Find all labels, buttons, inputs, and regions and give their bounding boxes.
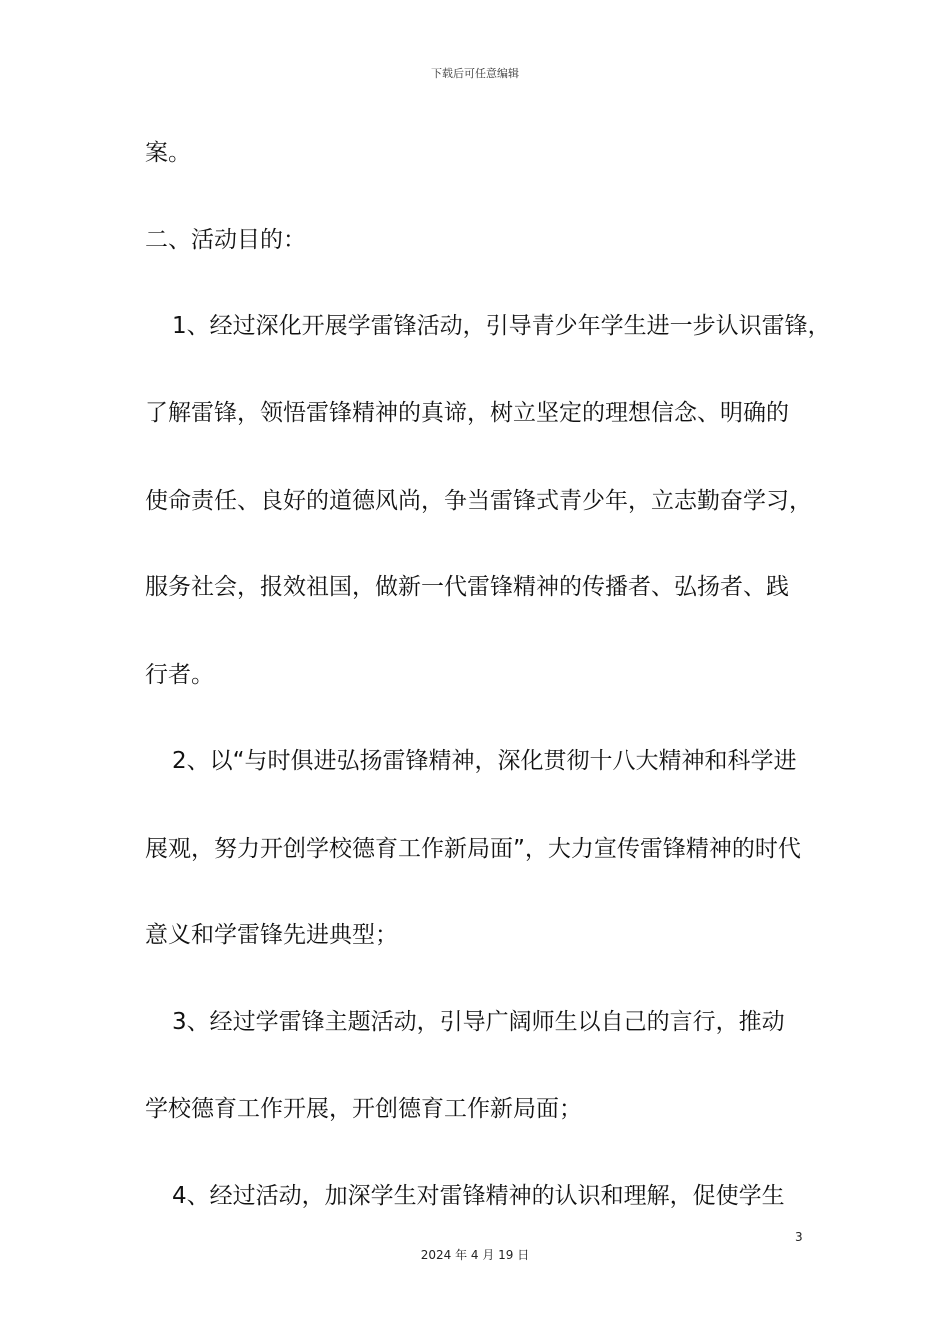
section-heading: 二、活动目的：	[145, 227, 306, 253]
page-number: 3	[795, 1230, 803, 1244]
body-line: 2、以“与时俱进弘扬雷锋精神，深化贯彻十八大精神和科学进	[172, 748, 797, 774]
body-line: 使命责任、良好的道德风尚，争当雷锋式青少年，立志勤奋学习，	[145, 488, 812, 514]
body-line: 学校德育工作开展，开创德育工作新局面；	[145, 1096, 582, 1122]
body-line: 案。	[145, 140, 191, 166]
body-line: 意义和学雷锋先进典型；	[145, 922, 398, 948]
body-line: 展观，努力开创学校德育工作新局面”，大力宣传雷锋精神的时代	[145, 836, 801, 862]
body-line: 了解雷锋，领悟雷锋精神的真谛，树立坚定的理想信念、明确的	[145, 400, 789, 426]
body-line: 服务社会，报效祖国，做新一代雷锋精神的传播者、弘扬者、践	[145, 574, 789, 600]
body-line: 1、经过深化开展学雷锋活动，引导青少年学生进一步认识雷锋，	[172, 313, 831, 339]
body-line: 行者。	[145, 662, 214, 688]
page-footer-date: 2024 年 4 月 19 日	[420, 1248, 530, 1262]
body-line: 4、经过活动，加深学生对雷锋精神的认识和理解，促使学生	[172, 1183, 785, 1209]
page-header: 下载后可任意编辑	[431, 67, 519, 80]
body-line: 3、经过学雷锋主题活动，引导广阔师生以自己的言行，推动	[172, 1009, 785, 1035]
